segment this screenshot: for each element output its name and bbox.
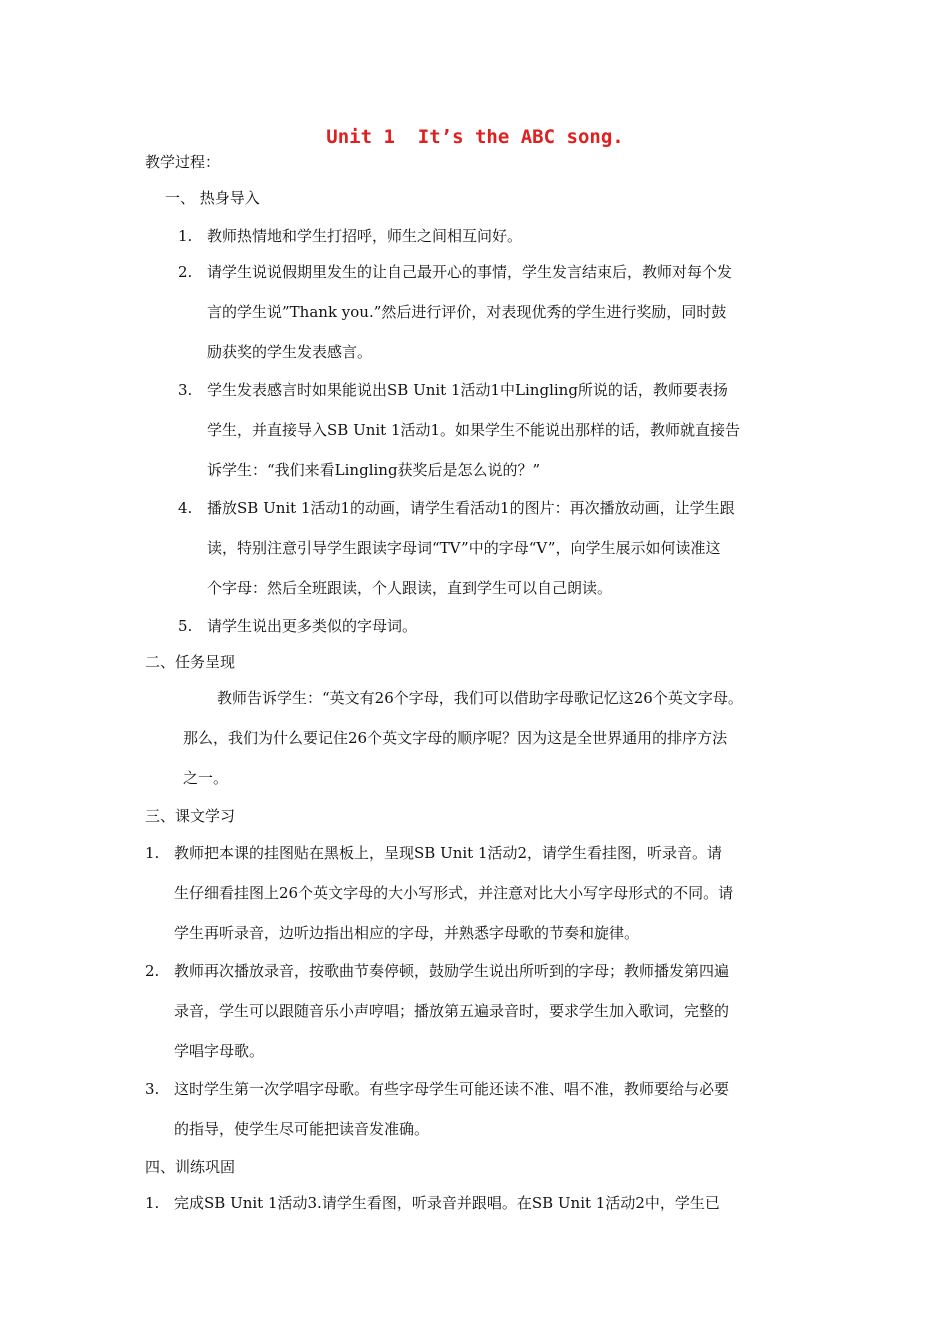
section-heading: 四、训练巩固 [145, 1158, 236, 1176]
list-item-number: 1. [145, 844, 160, 862]
list-item-number: 2. [178, 263, 193, 281]
list-item-number: 4. [178, 499, 193, 517]
list-item-line: 录音，学生可以跟随音乐小声哼唱；播放第五遍录音时，要求学生加入歌词，完整的 [174, 1002, 730, 1020]
paragraph-line: 教师告诉学生：“英文有26个字母，我们可以借助字母歌记忆这26个英文字母。 [217, 689, 743, 707]
paragraph-line: 那么，我们为什么要记住26个英文字母的顺序呢？因为这是全世界通用的排序方法 [183, 729, 728, 747]
list-item-line: 这时学生第一次学唱字母歌。有些字母学生可能还读不准、唱不准，教师要给与必要 [174, 1080, 730, 1098]
list-item-line: 教师热情地和学生打招呼，师生之间相互问好。 [207, 227, 523, 245]
section-heading: 二、任务呈现 [145, 653, 236, 671]
list-item-number: 1. [145, 1194, 160, 1212]
list-item-line: 的指导，使学生尽可能把读音发准确。 [174, 1120, 430, 1138]
section-heading: 三、课文学习 [145, 807, 236, 825]
list-item-line: 诉学生：“我们来看Lingling获奖后是怎么说的？” [207, 461, 541, 479]
list-item-line: 学生发表感言时如果能说出SB Unit 1活动1中Lingling所说的话，教师要表扬 [207, 381, 728, 399]
list-item-line: 完成SB Unit 1活动3.请学生看图，听录音并跟唱。在SB Unit 1活动2中，学生已 [174, 1194, 720, 1212]
list-item-line: 学生再听录音，边听边指出相应的字母，并熟悉字母歌的节奏和旋律。 [174, 924, 640, 942]
list-item-line: 励获奖的学生发表感言。 [207, 343, 373, 361]
list-item-line: 言的学生说”Thank you.”然后进行评价，对表现优秀的学生进行奖励，同时鼓 [207, 303, 727, 321]
list-item-number: 3. [178, 381, 193, 399]
list-item-number: 5. [178, 617, 193, 635]
list-item-line: 教师再次播放录音，按歌曲节奏停顿，鼓励学生说出所听到的字母；教师播发第四遍 [174, 962, 730, 980]
intro-label: 教学过程： [145, 153, 221, 171]
list-item-number: 3. [145, 1080, 160, 1098]
list-item-line: 请学生说出更多类似的字母词。 [207, 617, 418, 635]
list-item-line: 教师把本课的挂图贴在黑板上，呈现SB Unit 1活动2，请学生看挂图，听录音。请 [174, 844, 723, 862]
document-title: Unit 1 It’s the ABC song. [326, 126, 624, 148]
list-item-line: 播放SB Unit 1活动1的动画，请学生看活动1的图片：再次播放动画，让学生跟 [207, 499, 735, 517]
paragraph-line: 之一。 [183, 769, 229, 787]
list-item-line: 请学生说说假期里发生的让自己最开心的事情，学生发言结束后，教师对每个发 [207, 263, 733, 281]
list-item-line: 学唱字母歌。 [174, 1042, 265, 1060]
list-item-line: 生仔细看挂图上26个英文字母的大小写形式，并注意对比大小写字母形式的不同。请 [174, 884, 734, 902]
list-item-line: 个字母：然后全班跟读，个人跟读，直到学生可以自己朗读。 [207, 579, 613, 597]
section-heading: 一、 热身导入 [165, 189, 260, 207]
list-item-line: 学生，并直接导入SB Unit 1活动1。如果学生不能说出那样的话，教师就直接告 [207, 421, 741, 439]
list-item-number: 2. [145, 962, 160, 980]
list-item-number: 1. [178, 227, 193, 245]
list-item-line: 读，特别注意引导学生跟读字母词“TV”中的字母“V”，向学生展示如何读准这 [207, 539, 721, 557]
